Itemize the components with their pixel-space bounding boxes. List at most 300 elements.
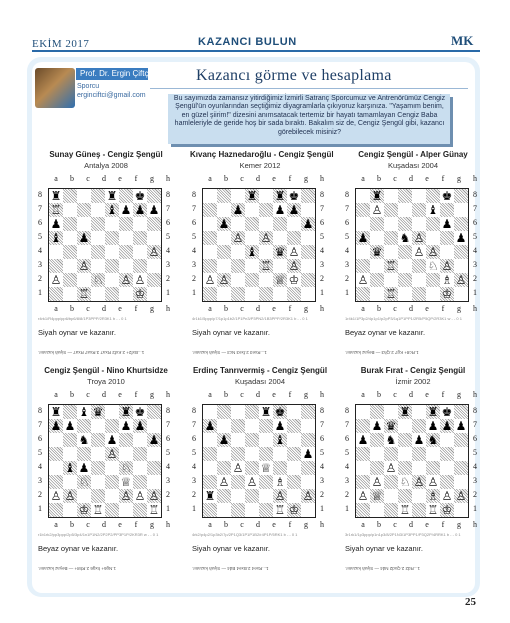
file-label: f — [288, 304, 292, 313]
black-pawn-icon: ♟ — [413, 433, 425, 447]
file-label: a — [208, 520, 212, 529]
board-square — [119, 217, 133, 231]
file-label: h — [320, 520, 324, 529]
board-square — [245, 245, 259, 259]
rank-label: 6 — [38, 218, 42, 227]
black-pawn-icon: ♟ — [357, 433, 369, 447]
rank-label: 4 — [192, 246, 196, 255]
black-pawn-icon: ♟ — [148, 203, 160, 217]
white-pawn-icon: ♙ — [357, 489, 369, 503]
file-label: f — [134, 390, 138, 399]
board-square — [217, 447, 231, 461]
board-square — [287, 259, 301, 273]
board-square — [63, 419, 77, 433]
section-title: KAZANCI BULUN — [198, 36, 297, 48]
board-square — [287, 447, 301, 461]
white-king-icon: ♔ — [78, 503, 90, 517]
board-square — [259, 245, 273, 259]
board-square — [245, 405, 259, 419]
board-square — [287, 245, 301, 259]
board-square — [91, 433, 105, 447]
black-queen-icon: ♛ — [385, 419, 397, 433]
board-square — [259, 419, 273, 433]
board-square — [384, 231, 398, 245]
diagram-task: Beyaz oynar ve kazanır. — [38, 544, 119, 553]
black-pawn-icon: ♟ — [371, 419, 383, 433]
chess-board — [202, 404, 316, 518]
black-queen-icon: ♛ — [274, 245, 286, 259]
file-label: f — [288, 390, 292, 399]
rank-label: 6 — [473, 434, 477, 443]
board-square — [147, 419, 161, 433]
file-label: b — [224, 174, 228, 183]
board-square — [370, 273, 384, 287]
board-square — [301, 287, 315, 301]
white-pawn-icon: ♙ — [120, 273, 132, 287]
board-square — [370, 189, 384, 203]
board-square — [203, 503, 217, 517]
rank-labels-left — [345, 404, 349, 516]
board-square — [77, 419, 91, 433]
board-square — [384, 447, 398, 461]
intro-text: Bu sayımızda zamansız yitirdiğimiz İzmirli Satranç Sporcumuz ve Antrenörümüz Cengiz Şengül'ün oyunlarından seçtiğimiz diyagramlarla çıkıyoruz karşınıza. "Yaşamım benim, en güzel şiirim!" dizesini anımsatacak tertemiz bir hayatı tamamlayan Cengiz Baba hamleleriyle de geride hoş bir sada bıraktı. Bakalım siz de, Cengiz Şengül gibi, kazancı görebilecek misiniz? — [173, 95, 446, 136]
board-square — [412, 189, 426, 203]
file-label: a — [361, 174, 365, 183]
file-label: b — [224, 390, 228, 399]
board-square — [273, 189, 287, 203]
board-square — [105, 273, 119, 287]
black-pawn-icon: ♟ — [64, 419, 76, 433]
white-king-icon: ♔ — [288, 273, 300, 287]
rank-label: 7 — [473, 420, 477, 429]
file-labels-top — [202, 390, 330, 399]
rank-labels-right — [473, 404, 477, 516]
rank-labels-left — [38, 404, 42, 516]
board-square — [398, 203, 412, 217]
board-square — [77, 287, 91, 301]
black-pawn-icon: ♟ — [78, 461, 90, 475]
board-square — [454, 217, 468, 231]
board-square — [398, 287, 412, 301]
black-pawn-icon: ♟ — [120, 203, 132, 217]
file-label: e — [425, 520, 429, 529]
file-label: h — [320, 390, 324, 399]
file-label: d — [102, 520, 106, 529]
board-square — [77, 231, 91, 245]
rank-label: 8 — [320, 190, 324, 199]
file-labels-top — [202, 174, 330, 183]
board-square — [77, 503, 91, 517]
rank-label: 2 — [192, 274, 196, 283]
white-pawn-icon: ♙ — [413, 231, 425, 245]
board-square — [147, 405, 161, 419]
file-label: e — [272, 174, 276, 183]
board-square — [273, 245, 287, 259]
white-pawn-icon: ♙ — [385, 461, 397, 475]
board-square — [119, 475, 133, 489]
board-square — [63, 405, 77, 419]
rank-label: 3 — [38, 260, 42, 269]
file-label: f — [288, 174, 292, 183]
white-rook-icon: ♖ — [260, 259, 272, 273]
board-square — [412, 231, 426, 245]
chess-board — [48, 404, 162, 518]
board-square — [63, 231, 77, 245]
rank-label: 1 — [192, 288, 196, 297]
board-square — [440, 503, 454, 517]
diagram-solution: 1...Rd2 2.Qxd2 Nd4 — Siyah kazanır. — [345, 566, 421, 571]
board-square — [119, 231, 133, 245]
rank-label: 2 — [473, 274, 477, 283]
board-square — [147, 189, 161, 203]
board-square — [119, 419, 133, 433]
board-square — [105, 231, 119, 245]
board-square — [454, 475, 468, 489]
diagram-task: Siyah oynar ve kazanır. — [192, 544, 270, 553]
rank-label: 4 — [473, 246, 477, 255]
rank-label: 1 — [192, 504, 196, 513]
rank-label: 5 — [192, 232, 196, 241]
board-square — [119, 503, 133, 517]
board-square — [203, 433, 217, 447]
board-square — [105, 461, 119, 475]
issue-month: EKİM 2017 — [32, 38, 90, 50]
file-label: h — [320, 174, 324, 183]
board-square — [217, 189, 231, 203]
board-square — [412, 475, 426, 489]
board-square — [63, 503, 77, 517]
file-label: d — [256, 520, 260, 529]
board-square — [91, 475, 105, 489]
board-square — [259, 447, 273, 461]
black-king-icon: ♚ — [274, 405, 286, 419]
board-square — [203, 461, 217, 475]
board-square — [133, 433, 147, 447]
white-rook-icon: ♖ — [427, 503, 439, 517]
board-square — [412, 245, 426, 259]
board-square — [203, 287, 217, 301]
board-square — [91, 419, 105, 433]
white-pawn-icon: ♙ — [413, 475, 425, 489]
board-square — [105, 259, 119, 273]
board-square — [133, 287, 147, 301]
board-square — [245, 273, 259, 287]
magazine-logo: MK — [451, 33, 474, 48]
file-label: d — [256, 174, 260, 183]
board-square — [77, 259, 91, 273]
rank-label: 1 — [38, 504, 42, 513]
board-square — [426, 189, 440, 203]
rank-label: 5 — [320, 448, 324, 457]
white-pawn-icon: ♙ — [371, 203, 383, 217]
file-label: c — [86, 390, 90, 399]
black-pawn-icon: ♟ — [274, 419, 286, 433]
board-square — [49, 447, 63, 461]
diagram-task: Siyah oynar ve kazanır. — [38, 328, 116, 337]
author-role: Sporcu — [77, 83, 100, 90]
rank-label: 4 — [166, 462, 170, 471]
board-square — [287, 503, 301, 517]
board-square — [426, 203, 440, 217]
file-label: c — [393, 174, 397, 183]
file-label: a — [208, 304, 212, 313]
board-square — [119, 447, 133, 461]
board-square — [231, 433, 245, 447]
board-square — [440, 259, 454, 273]
black-bishop-icon: ♝ — [64, 461, 76, 475]
file-label: c — [393, 304, 397, 313]
board-square — [273, 203, 287, 217]
file-label: f — [134, 304, 138, 313]
board-square — [133, 447, 147, 461]
board-square — [440, 287, 454, 301]
rank-labels-left — [38, 188, 42, 300]
black-king-icon: ♚ — [288, 189, 300, 203]
file-label: c — [393, 390, 397, 399]
diagram-task: Siyah oynar ve kazanır. — [192, 328, 270, 337]
board-square — [426, 475, 440, 489]
diagram-fen: 1r4k1/1P3p2/4p1p1/p2pP3/1q1P1PP1/2R5/P5QP/2R3K1 w - - 0 1 — [345, 316, 462, 321]
board-square — [231, 259, 245, 273]
board-square — [384, 259, 398, 273]
black-bishop-icon: ♝ — [106, 203, 118, 217]
rank-label: 6 — [345, 218, 349, 227]
board-square — [440, 203, 454, 217]
board-square — [77, 405, 91, 419]
black-king-icon: ♚ — [441, 189, 453, 203]
author-email[interactable]: erginciftci@gmail.com — [77, 92, 146, 99]
board-square — [245, 475, 259, 489]
black-pawn-icon: ♟ — [441, 217, 453, 231]
board-square — [133, 419, 147, 433]
board-square — [105, 503, 119, 517]
board-square — [77, 203, 91, 217]
diagram-players: Erdinç Tanrıvermiş - Cengiz Şengül — [192, 366, 328, 375]
rank-label: 5 — [166, 448, 170, 457]
board-square — [398, 489, 412, 503]
board-square — [217, 273, 231, 287]
board-square — [259, 433, 273, 447]
board-square — [203, 475, 217, 489]
file-label: e — [272, 390, 276, 399]
board-square — [91, 489, 105, 503]
board-square — [217, 475, 231, 489]
white-rook-icon: ♖ — [385, 259, 397, 273]
board-square — [77, 489, 91, 503]
file-label: c — [240, 520, 244, 529]
board-square — [119, 273, 133, 287]
board-square — [426, 461, 440, 475]
rank-label: 1 — [166, 288, 170, 297]
white-king-icon: ♔ — [441, 287, 453, 301]
board-square — [203, 245, 217, 259]
board-square — [147, 489, 161, 503]
board-square — [384, 433, 398, 447]
board-square — [63, 259, 77, 273]
board-square — [273, 447, 287, 461]
white-bishop-icon: ♗ — [427, 489, 439, 503]
black-pawn-icon: ♟ — [120, 419, 132, 433]
rank-label: 4 — [38, 246, 42, 255]
white-knight-icon: ♘ — [92, 273, 104, 287]
board-square — [259, 189, 273, 203]
board-square — [217, 461, 231, 475]
file-label: g — [304, 390, 308, 399]
file-label: g — [304, 304, 308, 313]
chess-board — [48, 188, 162, 302]
rank-label: 4 — [38, 462, 42, 471]
file-labels-top — [48, 174, 176, 183]
board-square — [370, 231, 384, 245]
board-square — [133, 475, 147, 489]
file-label: c — [86, 520, 90, 529]
board-square — [231, 489, 245, 503]
board-square — [356, 489, 370, 503]
diagram-solution: 1.Ng6+ hxg6 2.Rh8+ — Beyaz kazanır. — [38, 566, 117, 571]
file-label: a — [361, 390, 365, 399]
board-square — [370, 405, 384, 419]
board-square — [301, 447, 315, 461]
board-square — [356, 203, 370, 217]
board-square — [133, 461, 147, 475]
board-square — [217, 245, 231, 259]
board-square — [384, 475, 398, 489]
diagram-solution: 1.Rc8+ Kg7 2.Qh3 — Beyaz kazanır. — [345, 350, 419, 355]
board-square — [147, 447, 161, 461]
file-label: d — [256, 304, 260, 313]
rank-label: 8 — [166, 406, 170, 415]
file-label: c — [240, 390, 244, 399]
board-square — [77, 273, 91, 287]
file-label: b — [70, 520, 74, 529]
white-king-icon: ♔ — [441, 503, 453, 517]
board-square — [454, 189, 468, 203]
board-square — [384, 217, 398, 231]
rank-label: 1 — [320, 504, 324, 513]
board-square — [301, 203, 315, 217]
rank-label: 8 — [38, 190, 42, 199]
black-queen-icon: ♛ — [92, 405, 104, 419]
black-pawn-icon: ♟ — [357, 231, 369, 245]
rank-label: 2 — [345, 274, 349, 283]
file-label: e — [118, 304, 122, 313]
board-square — [217, 217, 231, 231]
diagram-event: Kuşadası 2004 — [387, 161, 439, 170]
white-bishop-icon: ♗ — [441, 273, 453, 287]
board-square — [273, 461, 287, 475]
white-pawn-icon: ♙ — [106, 447, 118, 461]
board-square — [231, 447, 245, 461]
board-square — [384, 203, 398, 217]
black-rook-icon: ♜ — [371, 189, 383, 203]
rank-label: 2 — [38, 274, 42, 283]
board-square — [105, 189, 119, 203]
white-rook-icon: ♖ — [92, 503, 104, 517]
file-label: f — [134, 520, 138, 529]
white-pawn-icon: ♙ — [134, 273, 146, 287]
file-label: a — [208, 390, 212, 399]
board-square — [133, 203, 147, 217]
white-pawn-icon: ♙ — [274, 489, 286, 503]
board-square — [91, 447, 105, 461]
black-pawn-icon: ♟ — [134, 419, 146, 433]
file-label: e — [272, 304, 276, 313]
white-pawn-icon: ♙ — [120, 489, 132, 503]
file-label: h — [166, 174, 170, 183]
board-square — [217, 433, 231, 447]
board-square — [203, 419, 217, 433]
black-pawn-icon: ♟ — [204, 419, 216, 433]
board-square — [133, 259, 147, 273]
board-square — [217, 489, 231, 503]
board-square — [454, 503, 468, 517]
rank-label: 7 — [345, 204, 349, 213]
board-square — [91, 259, 105, 273]
diagram-event: İzmir 2002 — [395, 377, 431, 386]
board-square — [273, 273, 287, 287]
board-square — [147, 475, 161, 489]
white-pawn-icon: ♙ — [64, 489, 76, 503]
board-square — [245, 489, 259, 503]
board-square — [245, 231, 259, 245]
white-pawn-icon: ♙ — [413, 245, 425, 259]
file-label: e — [118, 520, 122, 529]
board-square — [301, 419, 315, 433]
rank-label: 8 — [166, 190, 170, 199]
board-square — [77, 433, 91, 447]
board-square — [412, 489, 426, 503]
file-label: b — [70, 304, 74, 313]
file-labels-bottom — [202, 520, 330, 529]
diagram-fen: 4rk2/p4p2/1p3b2/7p/2P1Q3/1P1P1B2/r4P1P/5RK1 b - - 0 1 — [192, 532, 298, 537]
black-pawn-icon: ♟ — [50, 217, 62, 231]
rank-labels-left — [192, 404, 196, 516]
board-square — [63, 287, 77, 301]
rank-label: 5 — [473, 448, 477, 457]
board-square — [105, 475, 119, 489]
board-square — [426, 245, 440, 259]
board-square — [440, 231, 454, 245]
board-square — [259, 475, 273, 489]
white-pawn-icon: ♙ — [148, 489, 160, 503]
board-square — [119, 489, 133, 503]
black-pawn-icon: ♟ — [134, 203, 146, 217]
file-label: f — [288, 520, 292, 529]
board-square — [231, 461, 245, 475]
rank-label: 3 — [38, 476, 42, 485]
board-square — [301, 273, 315, 287]
board-square — [384, 405, 398, 419]
rank-label: 8 — [345, 406, 349, 415]
rank-label: 4 — [473, 462, 477, 471]
board-square — [454, 447, 468, 461]
rank-label: 5 — [192, 448, 196, 457]
board-square — [63, 475, 77, 489]
board-square — [412, 217, 426, 231]
file-label: d — [409, 520, 413, 529]
black-pawn-icon: ♟ — [302, 447, 314, 461]
rank-label: 4 — [320, 246, 324, 255]
black-rook-icon: ♜ — [260, 405, 272, 419]
board-square — [287, 419, 301, 433]
board-square — [426, 405, 440, 419]
file-labels-bottom — [48, 520, 176, 529]
board-square — [370, 475, 384, 489]
board-square — [440, 405, 454, 419]
board-square — [147, 287, 161, 301]
black-bishop-icon: ♝ — [246, 245, 258, 259]
black-rook-icon: ♜ — [427, 405, 439, 419]
